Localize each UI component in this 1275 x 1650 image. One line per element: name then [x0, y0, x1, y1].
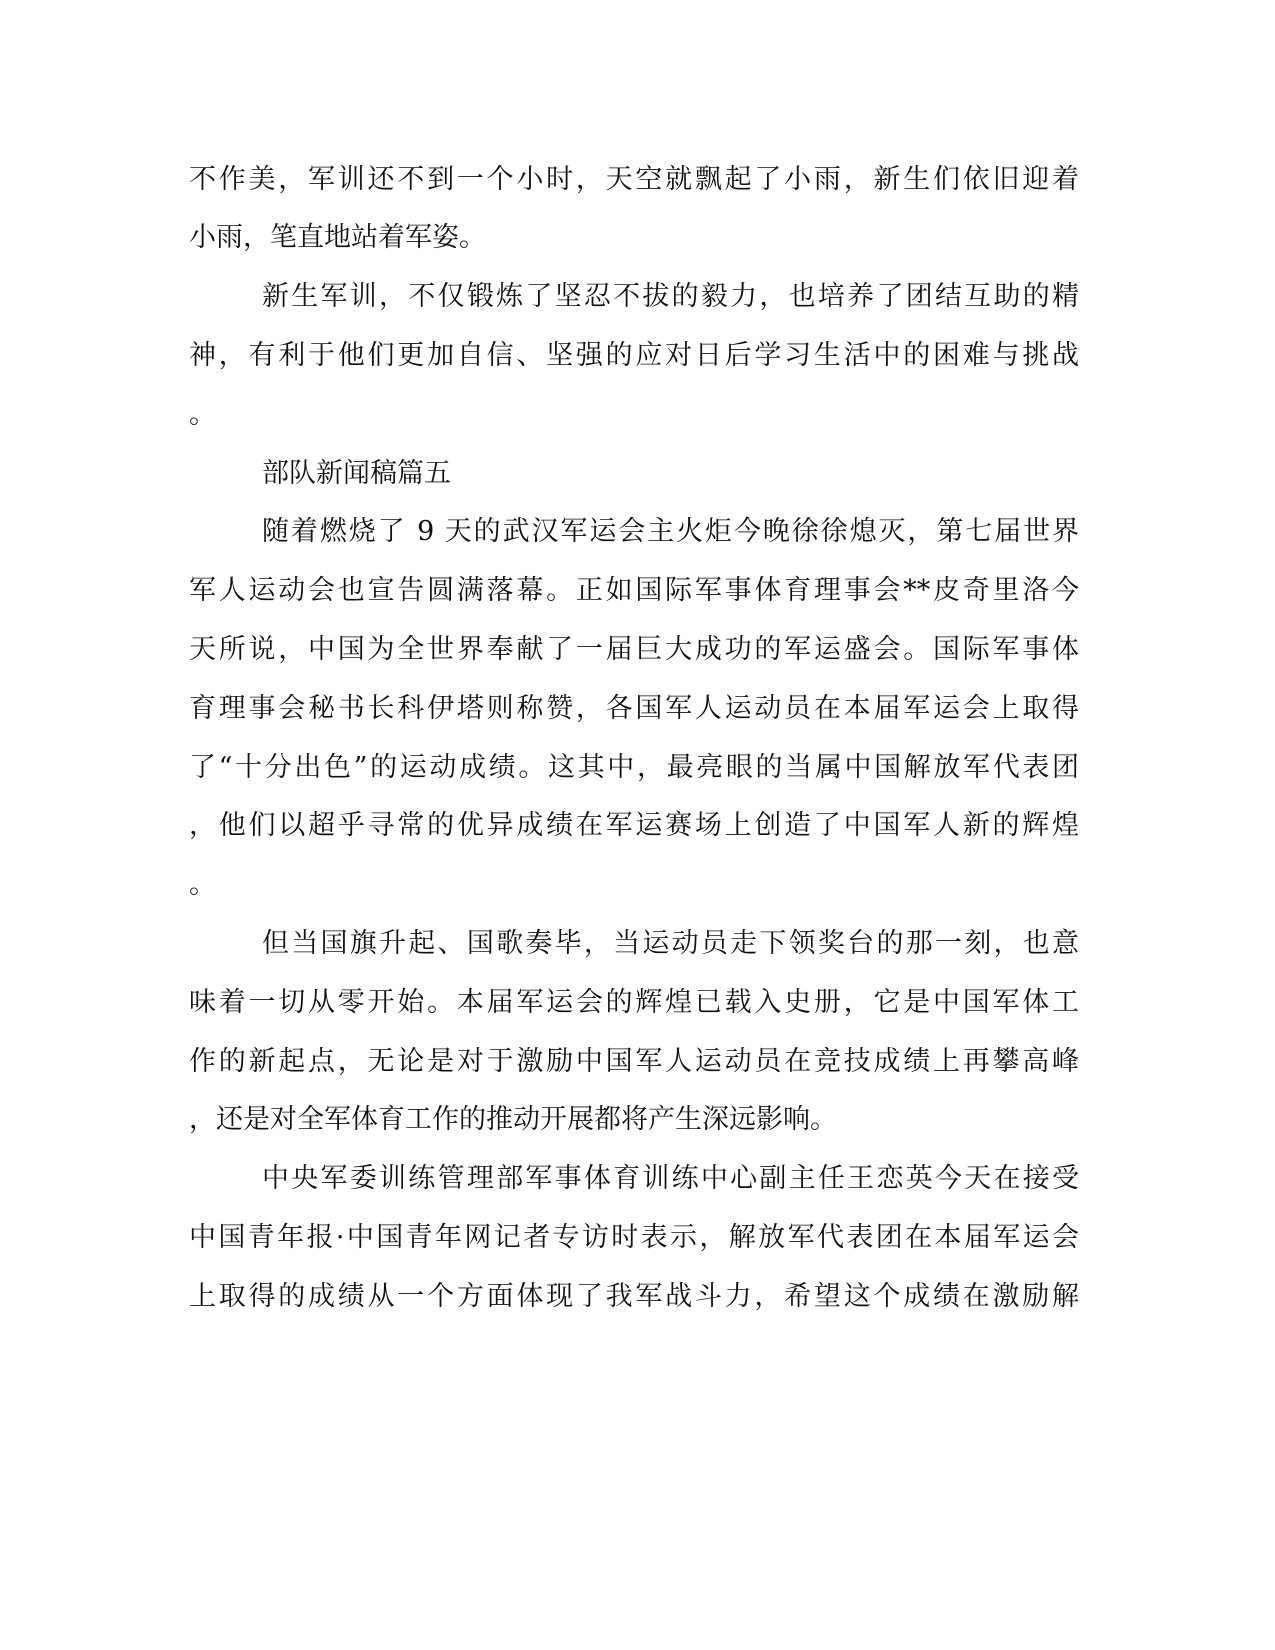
text-line: 军人运动会也宣告圆满落幕。正如国际军事体育理事会**皮奇里洛今: [189, 575, 1079, 606]
text-line: 了“十分出色”的运动成绩。这其中，最亮眼的当属中国解放军代表团: [189, 752, 1079, 783]
text-line: 育理事会秘书长科伊塔则称赞，各国军人运动员在本届军运会上取得: [189, 693, 1079, 724]
text-line: 不作美，军训还不到一个小时，天空就飘起了小雨，新生们依旧迎着: [189, 164, 1079, 195]
text-line: ，还是对全军体育工作的推动开展都将产生深远影响。: [189, 1104, 837, 1135]
text-line: 。: [189, 869, 216, 900]
text-line: 。: [189, 399, 216, 430]
paragraph-first-line: 新生军训，不仅锻炼了坚忍不拔的毅力，也培养了团结互助的精: [262, 281, 1079, 312]
text-line: 小雨，笔直地站着军姿。: [189, 222, 486, 253]
text-line: 上取得的成绩从一个方面体现了我军战斗力，希望这个成绩在激励解: [189, 1281, 1079, 1312]
text-line: 中国青年报·中国青年网记者专访时表示，解放军代表团在本届军运会: [189, 1222, 1079, 1253]
paragraph-first-line: 中央军委训练管理部军事体育训练中心副主任王恋英今天在接受: [262, 1163, 1079, 1194]
text-line: ，他们以超乎寻常的优异成绩在军运赛场上创造了中国军人新的辉煌: [189, 810, 1079, 841]
section-heading: 部队新闻稿篇五: [262, 458, 451, 489]
paragraph-first-line: 随着燃烧了 9 天的武汉军运会主火炬今晚徐徐熄灭，第七届世界: [262, 516, 1079, 547]
text-line: 味着一切从零开始。本届军运会的辉煌已载入史册，它是中国军体工: [189, 987, 1079, 1018]
text-line: 神，有利于他们更加自信、坚强的应对日后学习生活中的困难与挑战: [189, 340, 1079, 371]
text-line: 天所说，中国为全世界奉献了一届巨大成功的军运盛会。国际军事体: [189, 634, 1079, 665]
text-line: 作的新起点，无论是对于激励中国军人运动员在竞技成绩上再攀高峰: [189, 1046, 1079, 1077]
paragraph-first-line: 但当国旗升起、国歌奏毕，当运动员走下领奖台的那一刻，也意: [262, 928, 1079, 959]
